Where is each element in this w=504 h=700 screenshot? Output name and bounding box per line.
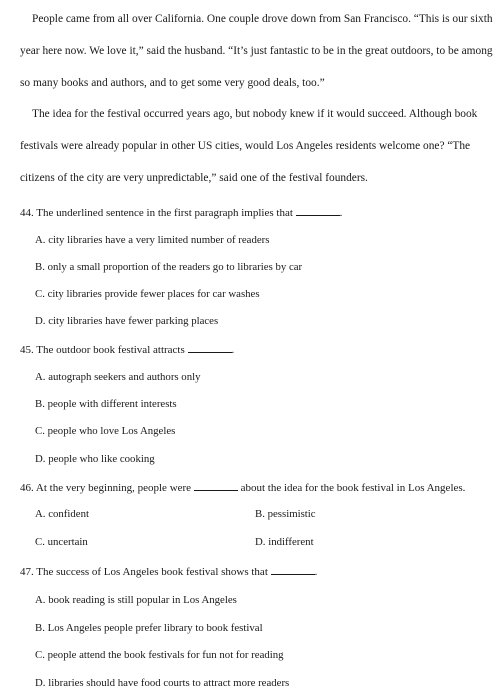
option-47-b: B. Los Angeles people prefer library to book festival bbox=[35, 622, 263, 634]
question-stem-end: . bbox=[231, 344, 235, 356]
answer-blank bbox=[296, 205, 340, 216]
passage-line: The idea for the festival occurred years ago, but nobody knew if it would succeed. Although book bbox=[32, 108, 478, 120]
question-stem-text: 46. At the very beginning, people were bbox=[20, 482, 192, 494]
passage-line: festivals were already popular in other US cities, would Los Angeles residents welcome one? “The bbox=[20, 140, 471, 152]
passage-line: People came from all over California. One couple drove down from San Francisco. “This is our sixth bbox=[32, 13, 493, 25]
passage-line: year here now. We love it,” said the husband. “It’s just fantastic to be in the great outdoors, to be among bbox=[20, 45, 493, 57]
question-stem-end: . bbox=[314, 566, 318, 578]
option-46-c: C. uncertain bbox=[35, 536, 88, 548]
question-stem-text: 47. The success of Los Angeles book festival shows that bbox=[20, 566, 268, 578]
option-47-c: C. people attend the book festivals for fun not for reading bbox=[35, 649, 284, 661]
question-stem-end: about the idea for the book festival in Los Angeles. bbox=[240, 482, 466, 494]
option-44-a: A. city libraries have a very limited number of readers bbox=[35, 234, 270, 246]
question-45-stem bbox=[20, 342, 234, 357]
option-47-d: D. libraries should have food courts to attract more readers bbox=[35, 677, 290, 689]
question-46-stem bbox=[20, 480, 465, 495]
option-46-a: A. confident bbox=[35, 508, 89, 520]
option-47-a: A. book reading is still popular in Los Angeles bbox=[35, 594, 237, 606]
question-stem-end: . bbox=[339, 207, 343, 219]
question-44-stem bbox=[20, 205, 342, 220]
passage-line: so many books and authors, and to get some very good deals, too.” bbox=[20, 77, 325, 89]
option-45-a: A. autograph seekers and authors only bbox=[35, 371, 201, 383]
answer-blank bbox=[188, 342, 232, 353]
option-45-b: B. people with different interests bbox=[35, 398, 177, 410]
passage-line: citizens of the city are very unpredictable,” said one of the festival founders. bbox=[20, 172, 368, 184]
option-45-c: C. people who love Los Angeles bbox=[35, 425, 176, 437]
answer-blank bbox=[194, 480, 238, 491]
option-46-b: B. pessimistic bbox=[255, 508, 316, 520]
question-47-stem bbox=[20, 564, 317, 579]
option-46-d: D. indifferent bbox=[255, 536, 314, 548]
option-44-d: D. city libraries have fewer parking places bbox=[35, 315, 219, 327]
option-45-d: D. people who like cooking bbox=[35, 453, 155, 465]
question-stem-text: 44. The underlined sentence in the first paragraph implies that bbox=[20, 207, 293, 219]
option-44-c: C. city libraries provide fewer places for car washes bbox=[35, 288, 260, 300]
question-stem-text: 45. The outdoor book festival attracts bbox=[20, 344, 185, 356]
option-44-b: B. only a small proportion of the readers go to libraries by car bbox=[35, 261, 303, 273]
answer-blank bbox=[271, 564, 315, 575]
